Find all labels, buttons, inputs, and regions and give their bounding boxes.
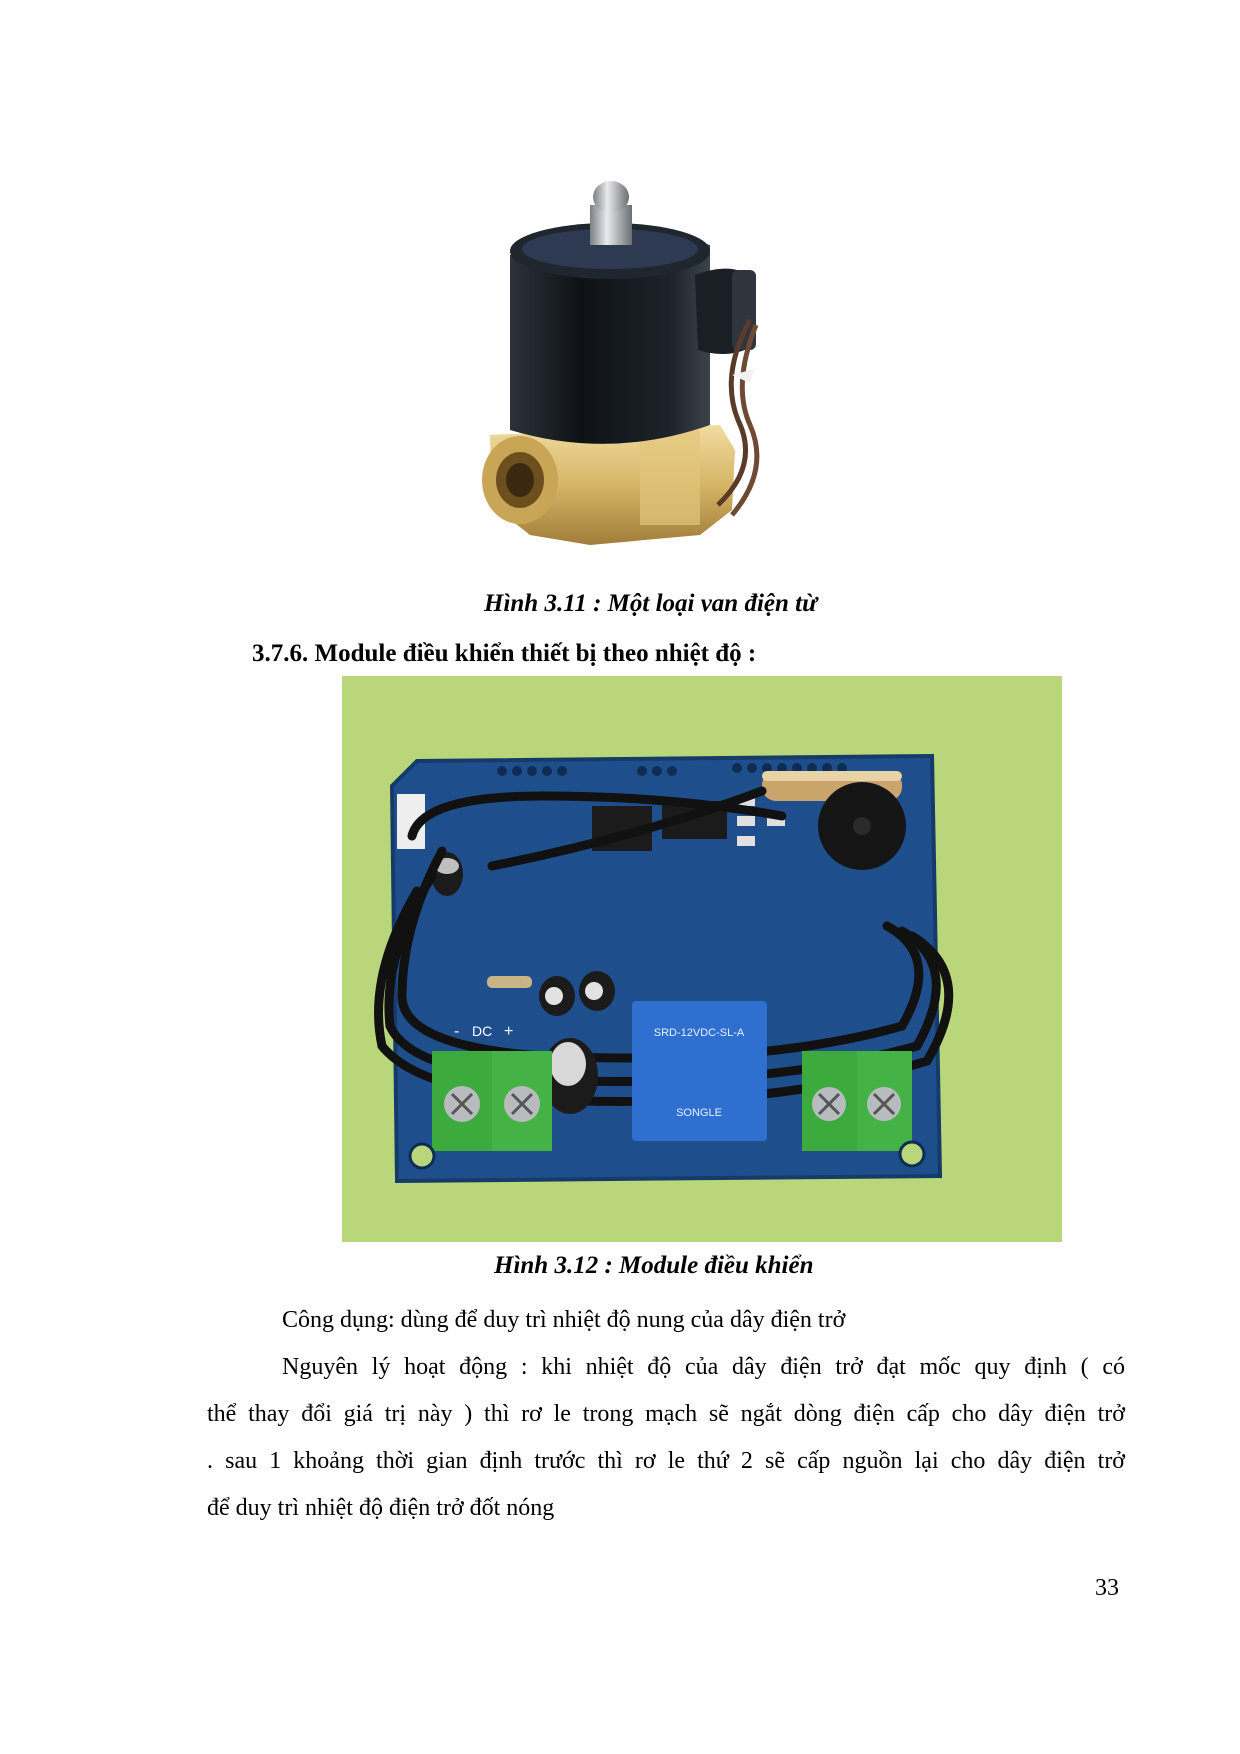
section-heading: 3.7.6. Module điều khiển thiết bị theo nhiệt độ : bbox=[252, 640, 757, 667]
figure-3-12-caption: Hình 3.12 : Module điều khiển bbox=[494, 1252, 814, 1279]
principle-line-4: để duy trì nhiệt độ điện trở đốt nóng bbox=[207, 1495, 555, 1521]
solenoid-valve-image bbox=[470, 175, 880, 570]
principle-line-1: Nguyên lý hoạt động : khi nhiệt độ của dây điện trở đạt mốc quy định ( có bbox=[282, 1354, 1125, 1380]
principle-line-2: thể thay đổi giá trị này ) thì rơ le trong mạch sẽ ngắt dòng điện cấp cho dây điện trở bbox=[207, 1401, 1125, 1427]
dc-label: DC bbox=[472, 1023, 493, 1039]
relay-model-label: SRD-12VDC-SL-A bbox=[653, 1027, 745, 1039]
relay-brand-label: SONGLE bbox=[676, 1107, 722, 1119]
figure-3-11-caption: Hình 3.11 : Một loại van điện từ bbox=[484, 590, 818, 617]
usage-paragraph: Công dụng: dùng để duy trì nhiệt độ nung của dây điện trở bbox=[282, 1307, 846, 1333]
dc-plus-label: + bbox=[504, 1023, 514, 1040]
page-number: 33 bbox=[1095, 1575, 1119, 1601]
dc-minus-label: - bbox=[454, 1023, 460, 1040]
principle-line-3: . sau 1 khoảng thời gian định trước thì rơ le thứ 2 sẽ cấp nguồn lại cho dây điện trở bbox=[207, 1448, 1125, 1474]
control-module-image bbox=[342, 676, 1062, 1242]
